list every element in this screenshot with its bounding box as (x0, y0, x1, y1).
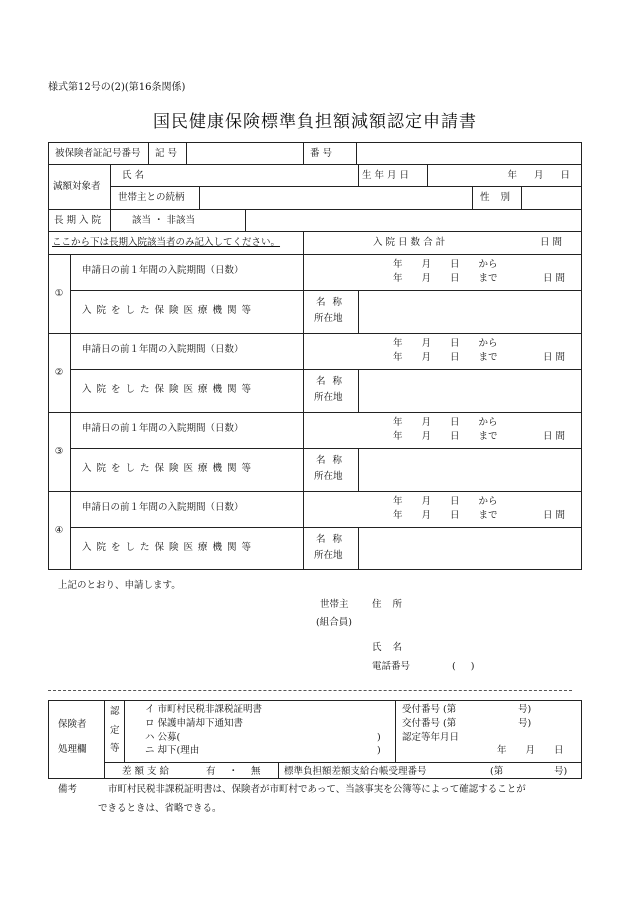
insured-number-label: 被保険者証記号番号 (55, 148, 141, 159)
nintei-char-2: 定 (110, 725, 120, 736)
remarks-line-2: できるときは、省略できる。 (98, 803, 222, 814)
institution-label: 入院をした保険医療機関等 (82, 542, 257, 553)
symbol-field[interactable] (187, 143, 302, 163)
relation-label: 世帯主との続柄 (118, 192, 185, 203)
union-member-label: (組合員) (316, 617, 352, 628)
institution-field[interactable] (359, 528, 581, 569)
subject-name-field[interactable] (111, 165, 357, 185)
ledger-number-value: (第 (490, 766, 504, 777)
applicant-address-label: 住 所 (372, 599, 403, 610)
period-label: 申請日の前１年間の入院期間（日数） (82, 344, 244, 355)
days-unit: 日 間 (543, 352, 566, 363)
long-stay-label: 長 期 入 院 (54, 215, 102, 226)
period-from: 年 月 日 から (393, 496, 498, 507)
institution-address-label: 所在地 (314, 550, 343, 561)
total-days-unit: 日 間 (540, 237, 563, 248)
remarks-label: 備考 (58, 784, 78, 795)
period-to: 年 月 日 まで (393, 431, 498, 442)
household-head-label: 世帯主 (320, 599, 349, 610)
institution-field[interactable] (359, 291, 581, 332)
period-label: 申請日の前１年間の入院期間（日数） (82, 502, 244, 513)
ledger-number-label: 標準負担額差額支給台帳受理番号 (284, 766, 427, 777)
institution-address-label: 所在地 (314, 392, 343, 403)
institution-field[interactable] (359, 370, 581, 411)
approved-date-label: 認定等年月日 (402, 732, 460, 743)
period-label: 申請日の前１年間の入院期間（日数） (82, 423, 244, 434)
item-close-ha: ) (377, 732, 381, 743)
days-unit: 日 間 (543, 273, 566, 284)
nintei-char-1: 認 (110, 706, 120, 717)
institution-name-label: 名 称 (316, 297, 343, 308)
institution-label: 入院をした保険医療機関等 (82, 463, 257, 474)
institution-label: 入院をした保険医療機関等 (82, 384, 257, 395)
form-number: 様式第12号の(2)(第16条関係) (48, 82, 186, 93)
issue-number-label: 交付番号 (第 (402, 718, 457, 729)
days-unit: 日 間 (543, 510, 566, 521)
institution-address-label: 所在地 (314, 471, 343, 482)
phone-label: 電話番号 (372, 661, 411, 672)
birth-date-value: 年 月 日 (507, 170, 570, 181)
row-mark: ④ (54, 525, 64, 536)
number-label: 番 号 (310, 148, 333, 159)
days-unit: 日 間 (543, 431, 566, 442)
period-to: 年 月 日 まで (393, 352, 498, 363)
declaration-text: 上記のとおり、申請します。 (58, 580, 181, 591)
office-item-ni: ニ 却下(理由 (145, 745, 200, 756)
period-from: 年 月 日 から (393, 259, 498, 270)
period-to: 年 月 日 まで (393, 510, 498, 521)
long-stay-options[interactable]: 該当 ・ 非該当 (132, 215, 196, 226)
office-label-bottom: 処理欄 (58, 744, 87, 755)
long-stay-notice: ここから下は長期入院該当者のみ記入してください。 (52, 237, 281, 248)
approved-date-value: 年 月 日 (497, 745, 564, 756)
institution-name-label: 名 称 (316, 534, 343, 545)
row-mark: ② (54, 367, 64, 378)
subject-label: 減額対象者 (53, 181, 101, 192)
issue-go: 号) (518, 718, 532, 729)
period-to: 年 月 日 まで (393, 273, 498, 284)
institution-name-label: 名 称 (316, 376, 343, 387)
receipt-number-label: 受付番号 (第 (402, 704, 457, 715)
remarks-line-1: 市町村民税非課税証明書は、保険者が市町村であって、当該事実を公簿等によって確認することが (108, 784, 526, 795)
birth-date-label: 生 年 月 日 (362, 170, 410, 181)
page-title: 国民健康保険標準負担額減額認定申請書 (153, 112, 477, 132)
separator-line (48, 690, 572, 691)
diff-payment-options[interactable]: 有 ・ 無 (206, 766, 261, 777)
office-label-top: 保険者 (58, 719, 87, 730)
subject-name-label: 氏 名 (122, 170, 145, 181)
office-item-ha: ハ 公募( (145, 732, 181, 743)
applicant-name-label: 氏 名 (372, 642, 403, 653)
office-item-ro: ロ 保護申請却下通知書 (145, 718, 244, 729)
row-mark: ① (54, 288, 64, 299)
period-from: 年 月 日 から (393, 338, 498, 349)
period-from: 年 月 日 から (393, 417, 498, 428)
period-label: 申請日の前１年間の入院期間（日数） (82, 265, 244, 276)
institution-address-label: 所在地 (314, 313, 343, 324)
institution-name-label: 名 称 (316, 455, 343, 466)
receipt-go: 号) (518, 704, 532, 715)
relation-field[interactable] (200, 187, 471, 208)
phone-value[interactable]: ( ) (452, 661, 475, 672)
row-mark: ③ (54, 446, 64, 457)
ledger-go: 号) (554, 766, 568, 777)
nintei-char-3: 等 (110, 743, 120, 754)
sex-label: 性 別 (480, 192, 511, 203)
number-field[interactable] (357, 143, 581, 163)
institution-field[interactable] (359, 449, 581, 490)
office-item-i: イ 市町村民税非課税証明書 (145, 704, 263, 715)
total-days-label: 入 院 日 数 合 計 (373, 237, 446, 248)
item-close-ni: ) (377, 745, 381, 756)
institution-label: 入院をした保険医療機関等 (82, 305, 257, 316)
symbol-label: 記 号 (155, 148, 178, 159)
diff-payment-label: 差 額 支 給 (122, 766, 170, 777)
